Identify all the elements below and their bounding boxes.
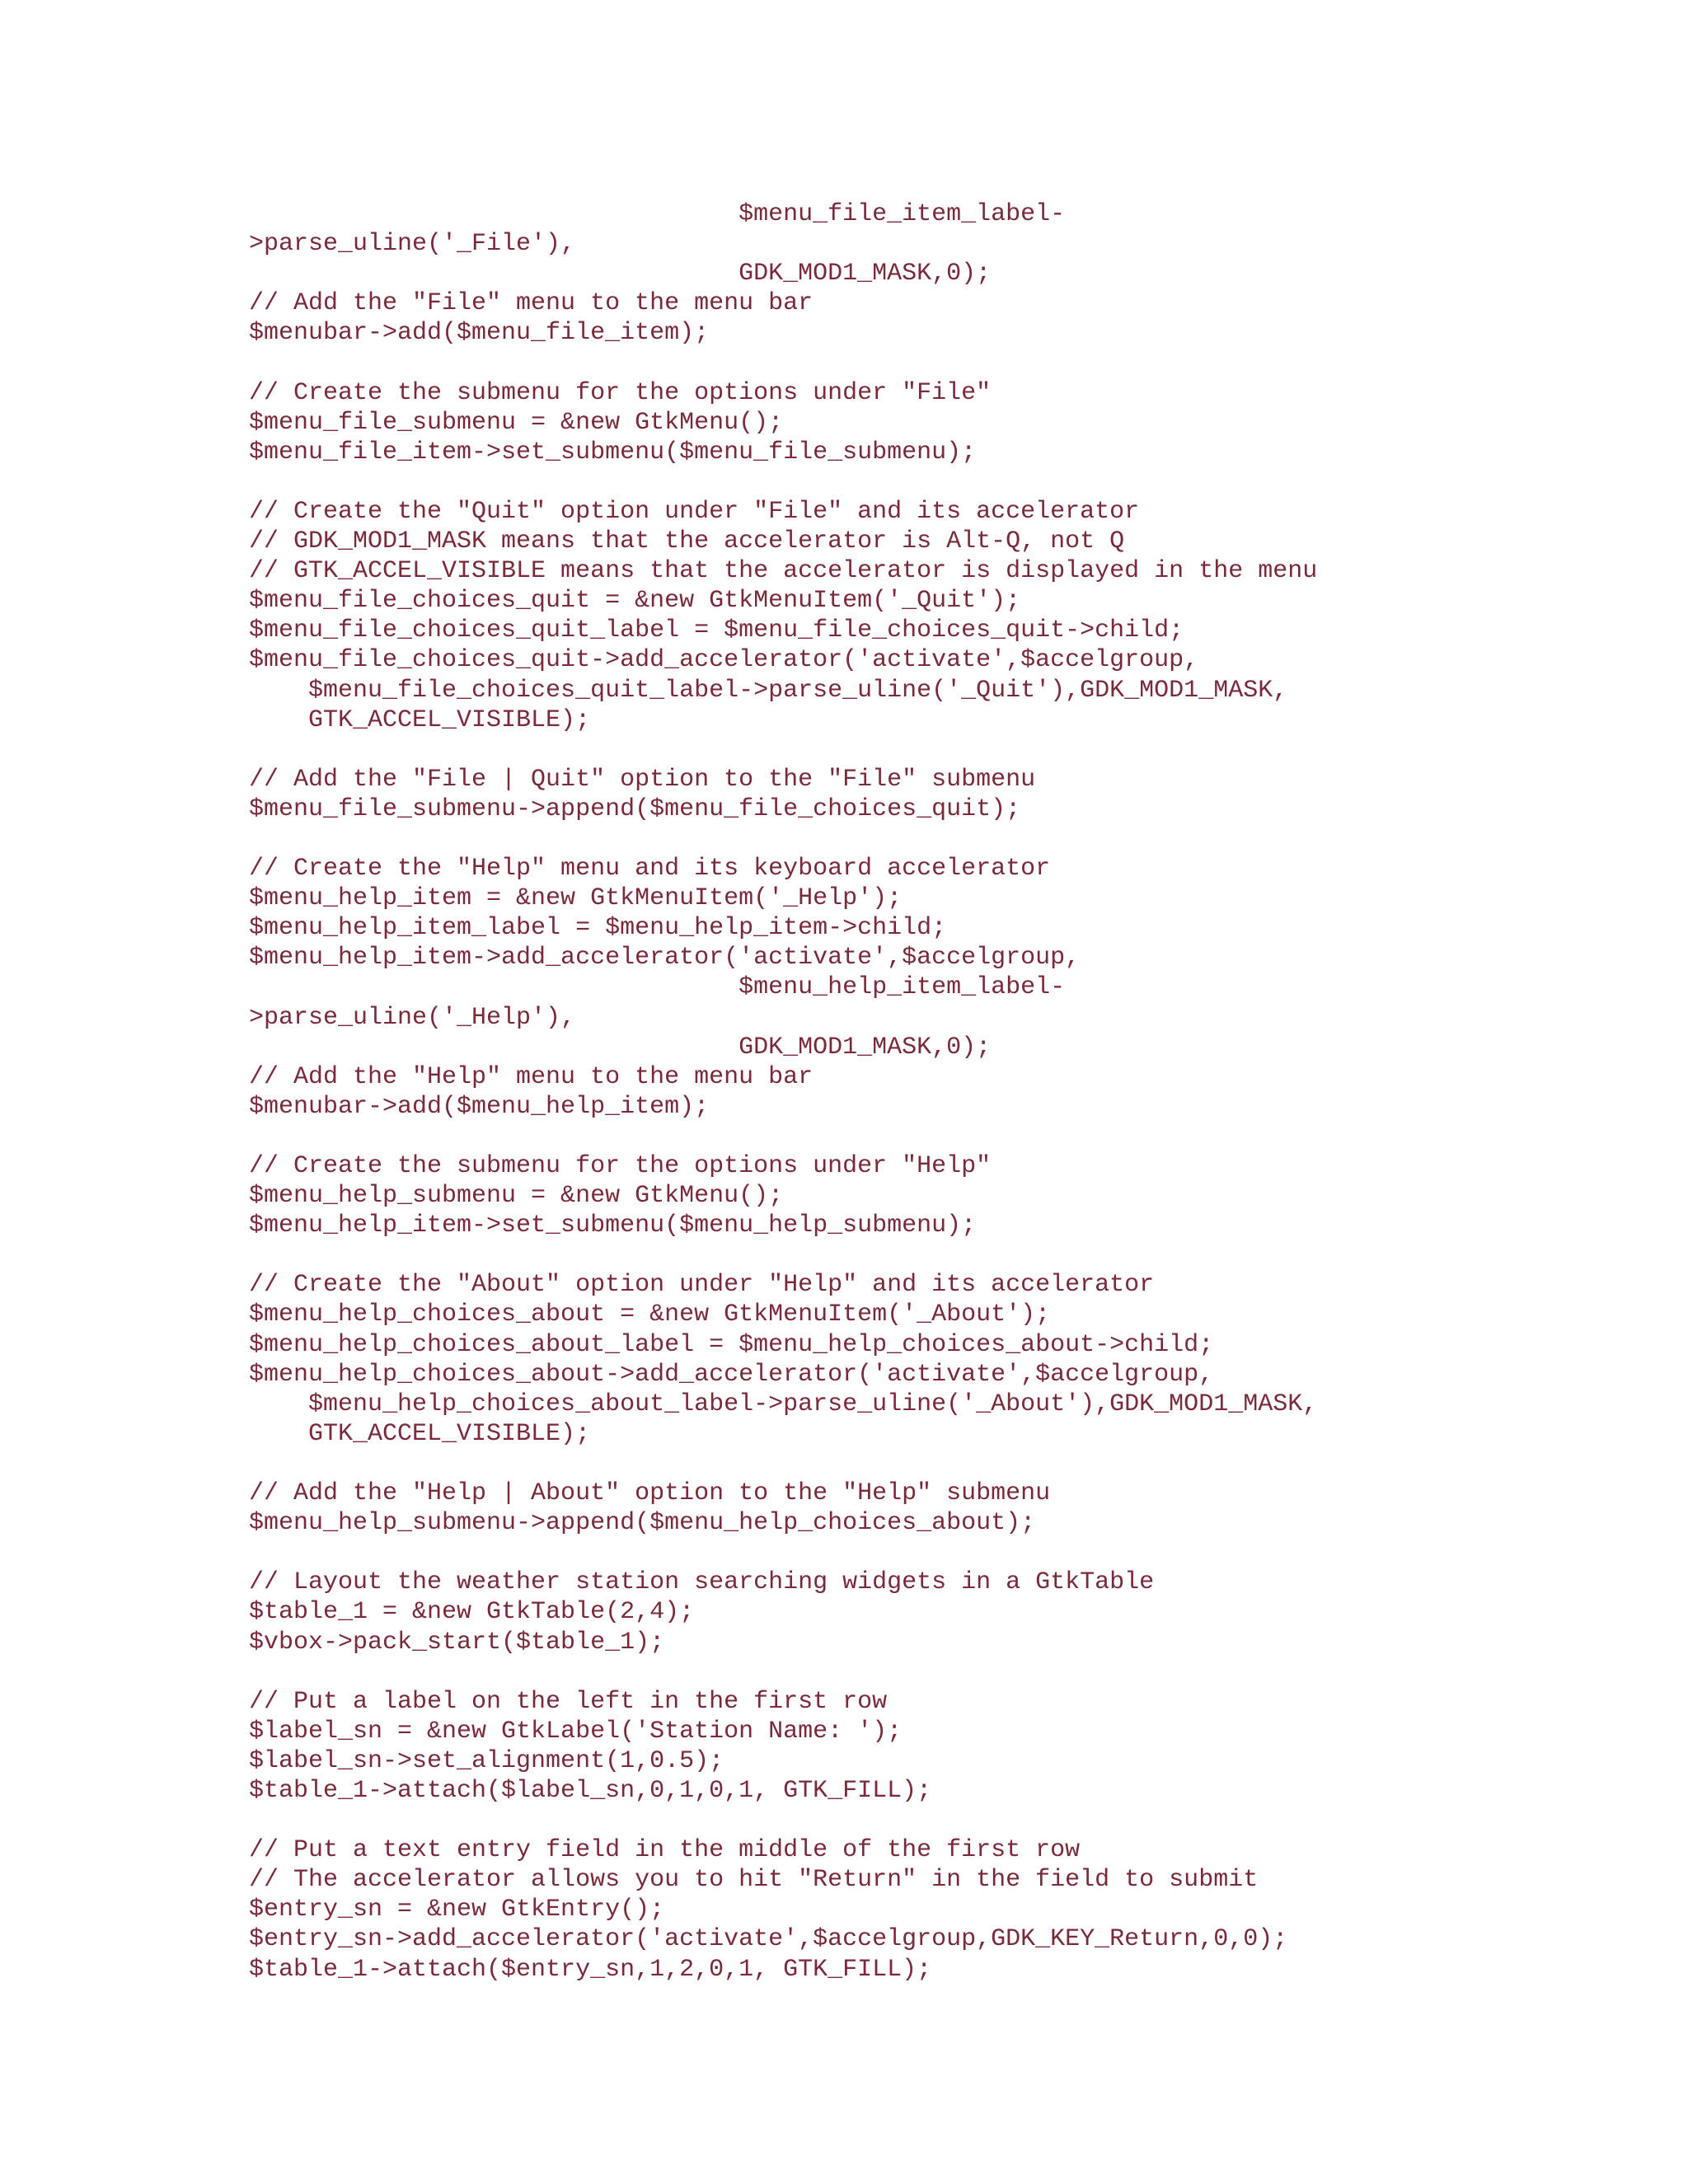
code-line: // Add the "Help" menu to the menu bar (249, 1062, 814, 1091)
code-line: // Create the submenu for the options under "File" (249, 378, 992, 407)
code-line: // GDK_MOD1_MASK means that the accelerator is Alt-Q, not Q (249, 527, 1125, 556)
code-line (249, 735, 1667, 765)
code-line: $menu_file_item->set_submenu($menu_file_submenu); (249, 438, 977, 466)
code-line: // Add the "Help | About" option to the "Help" submenu (249, 1479, 1051, 1508)
code-line: $menu_help_choices_about_label = $menu_help_choices_about->child; (249, 1330, 1214, 1359)
code-line: // Create the submenu for the options under "Help" (249, 1152, 992, 1180)
code-line (249, 1240, 1667, 1270)
code-line (249, 824, 1667, 854)
code-listing (249, 199, 1667, 1985)
code-line: $menu_file_choices_quit_label = $menu_file_choices_quit->child; (249, 616, 1184, 645)
code-line: // Add the "File" menu to the menu bar (249, 289, 814, 318)
code-line: GTK_ACCEL_VISIBLE); (249, 705, 591, 734)
code-line: $entry_sn->add_accelerator('activate',$accelgroup,GDK_KEY_Return,0,0); (249, 1925, 1288, 1954)
code-line: // Put a label on the left in the first row (249, 1687, 888, 1716)
code-line: // Create the "Help" menu and its keyboard accelerator (249, 855, 1051, 883)
code-line: // Add the "File | Quit" option to the "File" submenu (249, 765, 1036, 794)
code-line: $menu_help_choices_about = &new GtkMenuItem('_About'); (249, 1301, 1051, 1329)
code-line (249, 1806, 1667, 1835)
code-line (249, 1538, 1667, 1568)
code-line: // Create the "About" option under "Help" and its accelerator (249, 1271, 1155, 1300)
code-line: // The accelerator allows you to hit "Return" in the field to submit (249, 1866, 1259, 1895)
code-line: $label_sn->set_alignment(1,0.5); (249, 1746, 724, 1775)
code-line (249, 1657, 1667, 1687)
code-line: // Layout the weather station searching widgets in a GtkTable (249, 1568, 1155, 1597)
code-line: $menu_file_choices_quit_label->parse_uline('_Quit'),GDK_MOD1_MASK, (249, 676, 1288, 705)
code-line: $menu_file_submenu = &new GtkMenu(); (249, 408, 784, 437)
code-line: $table_1 = &new GtkTable(2,4); (249, 1598, 695, 1627)
code-line: $menu_file_choices_quit->add_accelerator('activate',$accelgroup, (249, 646, 1199, 675)
code-line: $menu_help_item->set_submenu($menu_help_submenu); (249, 1212, 977, 1240)
code-line: $menu_file_submenu->append($menu_file_choices_quit); (249, 794, 1021, 823)
code-line: $table_1->attach($entry_sn,1,2,0,1, GTK_FILL); (249, 1955, 932, 1984)
code-line: GDK_MOD1_MASK,0); (249, 1033, 992, 1062)
code-line: // GTK_ACCEL_VISIBLE means that the accelerator is displayed in the menu (249, 557, 1318, 586)
code-line: $menu_help_choices_about_label->parse_uline('_About'),GDK_MOD1_MASK, (249, 1390, 1318, 1418)
code-line: // Put a text entry field in the middle of the first row (249, 1836, 1081, 1865)
code-line: $menubar->add($menu_file_item); (249, 319, 710, 348)
code-line: GTK_ACCEL_VISIBLE); (249, 1419, 591, 1448)
code-line: $menu_help_item_label = $menu_help_item->child; (249, 914, 947, 943)
code-line: $menubar->add($menu_help_item); (249, 1092, 710, 1121)
code-line: $menu_help_choices_about->add_accelerator('activate',$accelgroup, (249, 1360, 1214, 1389)
code-line: GDK_MOD1_MASK,0); (249, 260, 992, 288)
code-line: $label_sn = &new GtkLabel('Station Name: '); (249, 1717, 903, 1746)
code-line: $entry_sn = &new GtkEntry(); (249, 1896, 665, 1924)
code-line: $menu_file_item_label- (249, 200, 1066, 228)
code-line (249, 348, 1667, 377)
code-line (249, 1449, 1667, 1479)
code-line: $menu_file_choices_quit = &new GtkMenuItem('_Quit'); (249, 587, 1021, 616)
code-line: $menu_help_submenu->append($menu_help_choices_about); (249, 1509, 1036, 1538)
code-line: >parse_uline('_Help'), (249, 1003, 576, 1032)
code-line: $menu_help_item_label- (249, 973, 1066, 1002)
code-line: $vbox->pack_start($table_1); (249, 1628, 665, 1657)
code-line: $menu_help_item->add_accelerator('activate',$accelgroup, (249, 944, 1081, 972)
code-line: >parse_uline('_File'), (249, 230, 576, 259)
code-line: // Create the "Quit" option under "File" and its accelerator (249, 497, 1140, 526)
code-line (249, 467, 1667, 497)
code-line: $menu_help_submenu = &new GtkMenu(); (249, 1182, 784, 1211)
code-line (249, 1122, 1667, 1151)
code-line: $table_1->attach($label_sn,0,1,0,1, GTK_FILL); (249, 1776, 932, 1805)
code-line: $menu_help_item = &new GtkMenuItem('_Help'); (249, 884, 903, 913)
